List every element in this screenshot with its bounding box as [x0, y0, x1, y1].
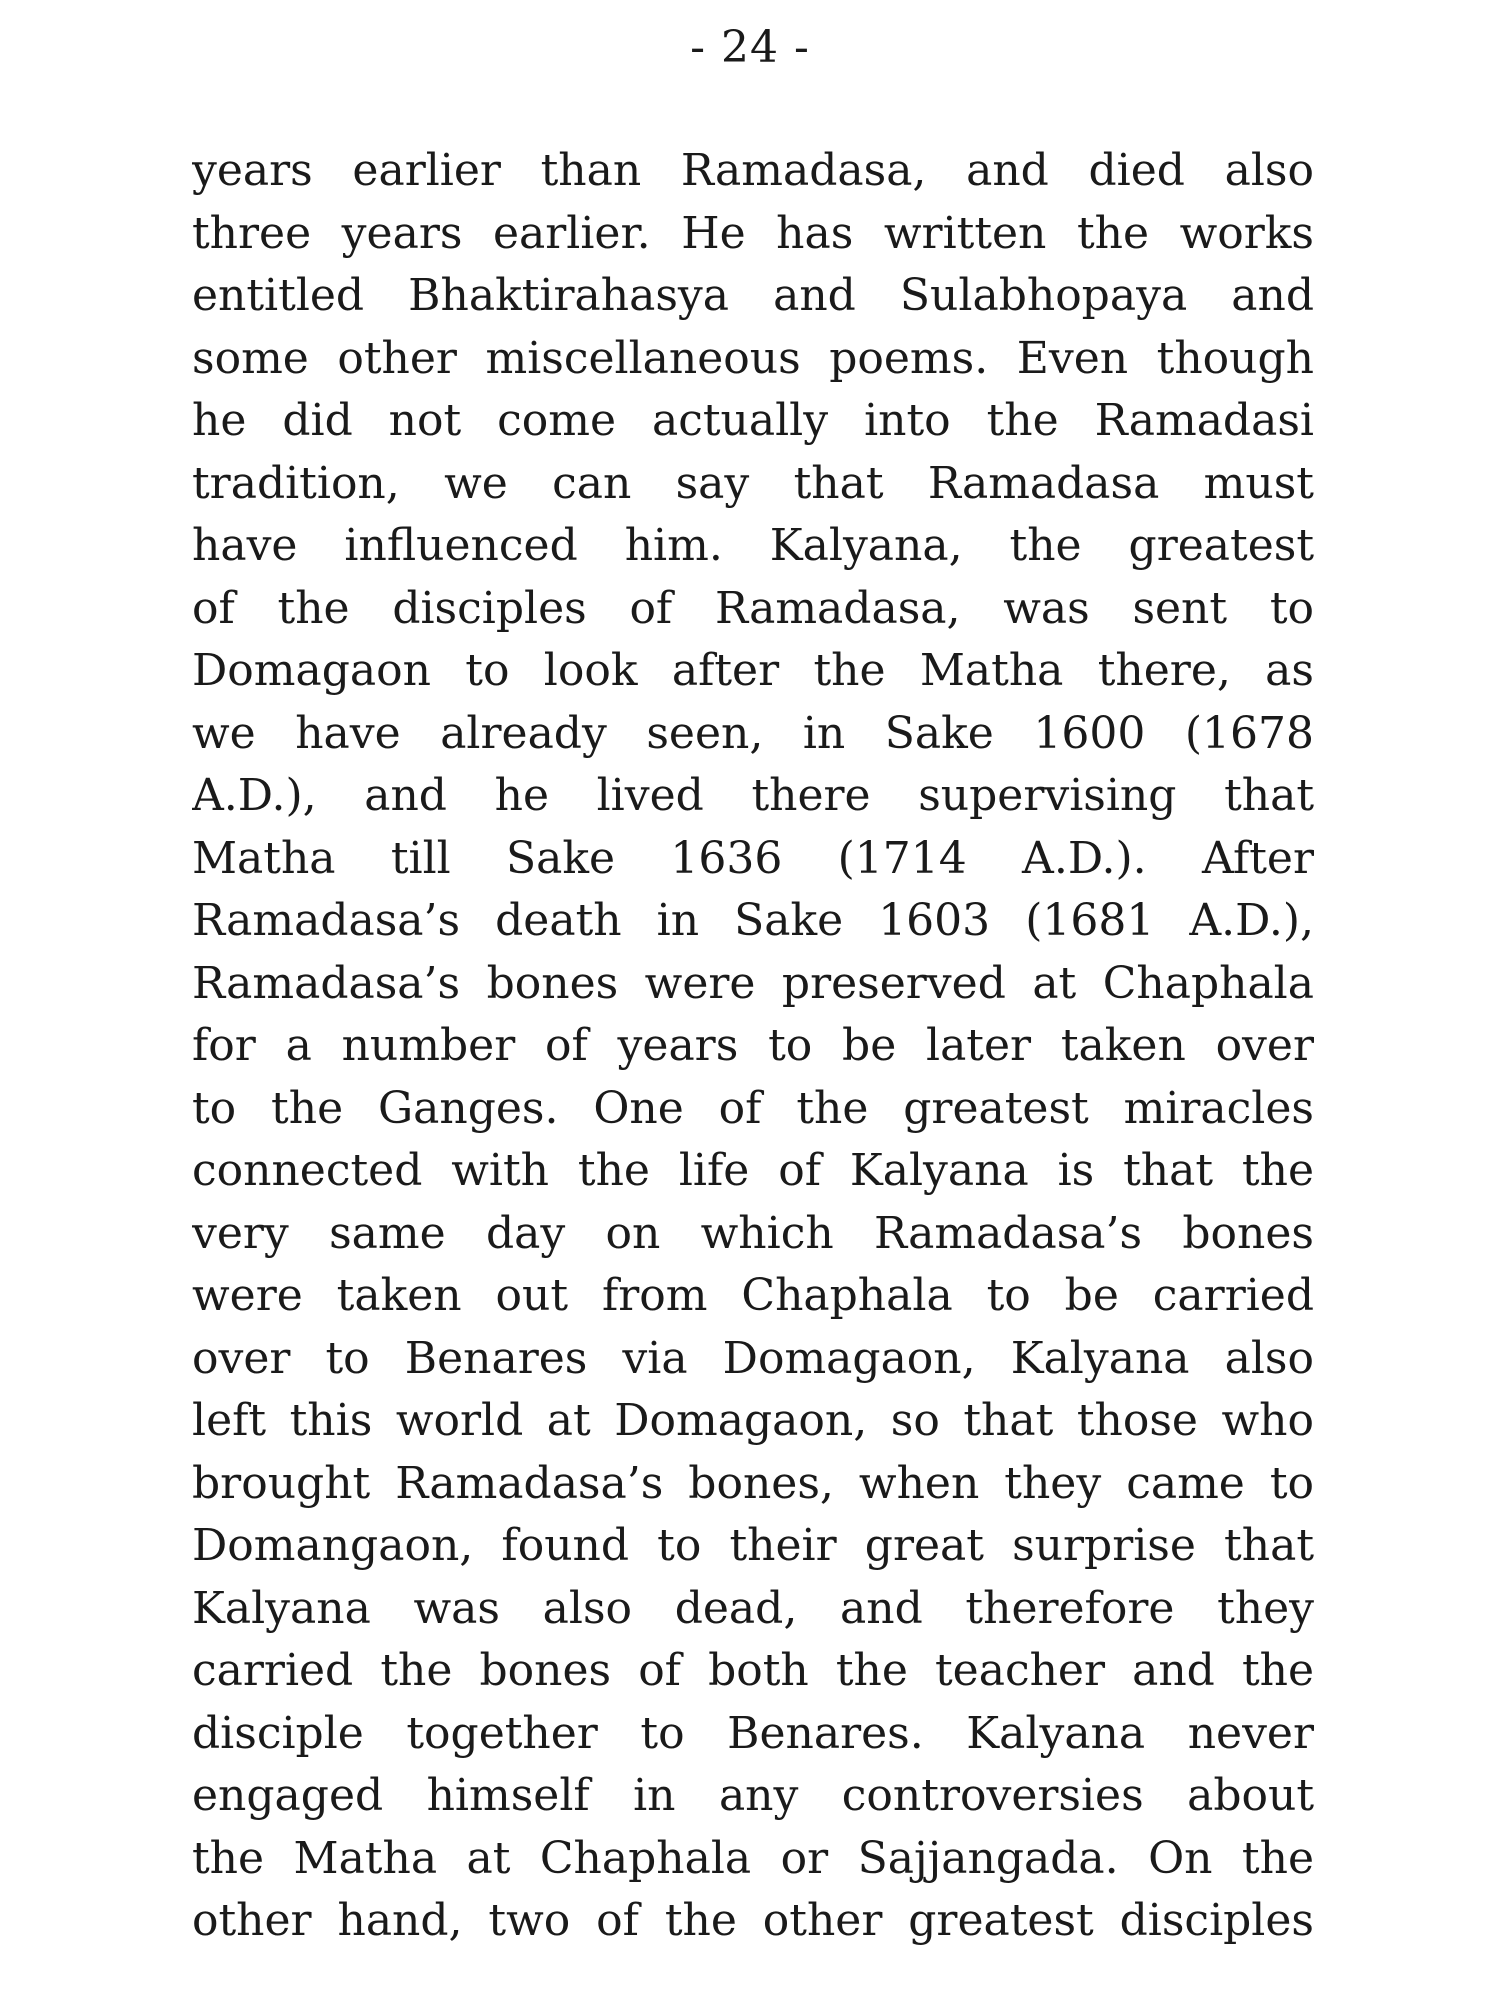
text-line: Domangaon, found to their great surprise that	[192, 1520, 1314, 1571]
text-line: were taken out from Chaphala to be carried	[192, 1270, 1314, 1321]
text-line: entitled Bhaktirahasya and Sulabhopaya and	[192, 270, 1314, 321]
text-line: he did not come actually into the Ramadasi	[192, 395, 1314, 446]
text-line: tradition, we can say that Ramadasa must	[192, 457, 1314, 509]
text-line: three years earlier. He has written the works	[192, 207, 1314, 259]
text-line: brought Ramadasa’s bones, when they came to	[192, 1457, 1314, 1509]
text-line: for a number of years to be later taken over	[192, 1020, 1314, 1071]
text-line: connected with the life of Kalyana is that the	[192, 1145, 1314, 1196]
text-line: to the Ganges. One of the greatest miracles	[192, 1082, 1314, 1134]
text-line: the Matha at Chaphala or Sajjangada. On the	[192, 1832, 1314, 1884]
page-number: - 24 -	[690, 22, 810, 73]
text-line: disciple together to Benares. Kalyana never	[192, 1707, 1314, 1759]
body-text	[192, 140, 1314, 1953]
text-line: have influenced him. Kalyana, the greatest	[192, 520, 1314, 571]
text-line: Matha till Sake 1636 (1714 A.D.). After	[192, 832, 1314, 884]
text-line: carried the bones of both the teacher and the	[192, 1645, 1314, 1696]
text-line: Domagaon to look after the Matha there, as	[192, 645, 1314, 696]
text-line: some other miscellaneous poems. Even though	[192, 332, 1314, 384]
text-line: we have already seen, in Sake 1600 (1678	[192, 707, 1314, 759]
text-line: Ramadasa’s death in Sake 1603 (1681 A.D.),	[192, 895, 1314, 946]
text-line: Ramadasa’s bones were preserved at Chaphala	[192, 957, 1314, 1009]
text-line: over to Benares via Domagaon, Kalyana also	[192, 1332, 1314, 1384]
text-line: very same day on which Ramadasa’s bones	[192, 1207, 1314, 1259]
text-line: other hand, two of the other greatest disciples	[192, 1895, 1314, 1946]
text-line: engaged himself in any controversies about	[192, 1770, 1314, 1821]
text-line: of the disciples of Ramadasa, was sent to	[192, 582, 1314, 634]
text-line: years earlier than Ramadasa, and died also	[192, 145, 1314, 196]
text-line: Kalyana was also dead, and therefore they	[192, 1582, 1314, 1634]
text-line: left this world at Domagaon, so that those who	[192, 1395, 1314, 1446]
text-line: A.D.), and he lived there supervising that	[192, 770, 1314, 821]
